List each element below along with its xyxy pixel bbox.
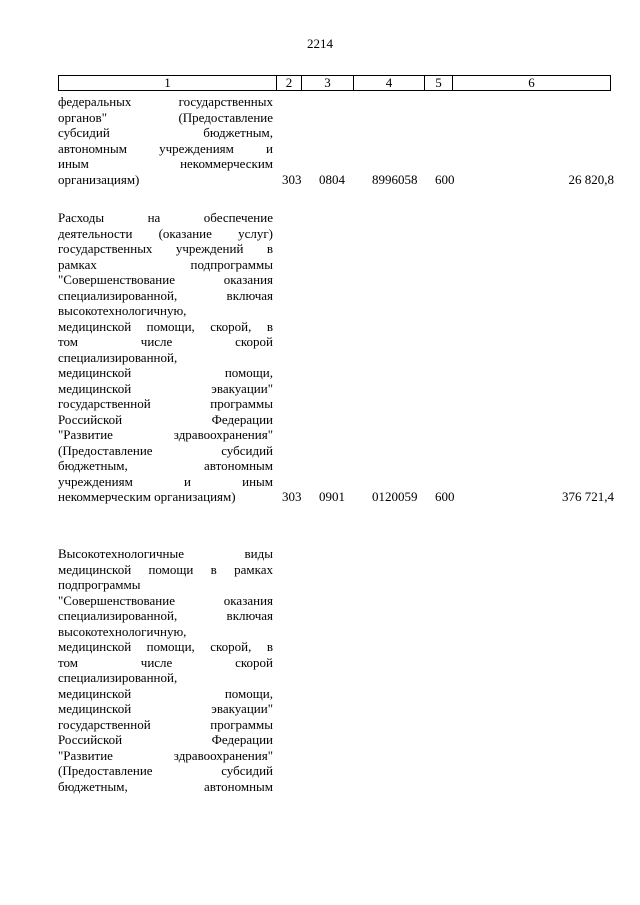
amount: 376 721,4 [562, 489, 614, 504]
description-line: организациям) [58, 171, 140, 187]
description-line: учреждениям и иным [58, 473, 273, 489]
table-header-row [58, 75, 611, 91]
description-line: Российской Федерации [58, 411, 273, 427]
description-line: иным некоммерческим [58, 156, 273, 171]
description-line: высокотехнологичную, [58, 623, 187, 639]
description-line: органов" (Предоставление [58, 109, 273, 125]
description-line: том числе скорой [58, 334, 273, 349]
row-description [58, 210, 273, 505]
description-line: деятельности (оказание услуг) [58, 225, 273, 241]
description-line: (Предоставление субсидий [58, 763, 273, 778]
description-line: медицинской помощи, скорой, в [58, 318, 273, 334]
table-row [58, 94, 618, 187]
code-gr: 303 [282, 171, 302, 187]
description-line: медицинской эвакуации" [58, 701, 273, 716]
code-cs: 8996058 [372, 171, 418, 187]
description-line: медицинской помощи, [58, 685, 273, 701]
description-line: медицинской помощи, [58, 365, 273, 380]
description-line: государственных учреждений в [58, 241, 273, 256]
header-col-3: 3 [302, 76, 354, 90]
description-line: субсидий бюджетным, [58, 125, 273, 140]
description-line: Российской Федерации [58, 732, 273, 747]
description-line: "Развитие здравоохранения" [58, 747, 273, 763]
description-line: специализированной, [58, 349, 178, 365]
description-line: (Предоставление субсидий [58, 442, 273, 458]
description-line: медицинской помощи в рамках [58, 561, 273, 577]
description-line: медицинской эвакуации" [58, 380, 273, 396]
description-line: государственной программы [58, 396, 273, 411]
header-col-6: 6 [528, 75, 535, 90]
code-rz: 0804 [319, 171, 345, 187]
code-vr: 600 [435, 171, 455, 187]
code-rz: 0901 [319, 489, 345, 504]
code-cs: 0120059 [372, 489, 418, 504]
description-line: бюджетным, автономным [58, 778, 273, 794]
description-line: рамках подпрограммы [58, 256, 273, 272]
header-col-1: 1 [59, 76, 277, 90]
description-line: специализированной, включая [58, 608, 273, 623]
description-line: подпрограммы [58, 577, 141, 592]
description-line: "Развитие здравоохранения" [58, 427, 273, 442]
amount: 26 820,8 [568, 171, 614, 187]
description-line: некоммерческим организациям) [58, 489, 236, 504]
row-codes [58, 172, 618, 188]
description-line: государственной программы [58, 716, 273, 732]
description-line: федеральных государственных [58, 94, 273, 109]
description-line: медицинской помощи, скорой, в [58, 639, 273, 654]
code-gr: 303 [282, 489, 302, 504]
header-col-5: 5 [425, 76, 453, 90]
header-col-2: 2 [277, 76, 302, 90]
description-line: бюджетным, автономным [58, 458, 273, 473]
table-row [58, 210, 618, 505]
row-description [58, 546, 273, 794]
description-line: специализированной, включая [58, 287, 273, 303]
row-codes [58, 489, 618, 505]
description-line: "Совершенствование оказания [58, 592, 273, 608]
header-col-4: 4 [354, 76, 425, 90]
description-line: автономным учреждениям и [58, 140, 273, 156]
table-row [58, 546, 618, 794]
description-line: специализированной, [58, 670, 178, 685]
description-line: том числе скорой [58, 654, 273, 670]
description-line: Расходы на обеспечение [58, 210, 273, 225]
page-number: 2214 [307, 36, 333, 51]
description-line: высокотехнологичную, [58, 303, 187, 318]
description-line: Высокотехнологичные виды [58, 546, 273, 561]
description-line: "Совершенствование оказания [58, 272, 273, 287]
code-vr: 600 [435, 489, 455, 504]
